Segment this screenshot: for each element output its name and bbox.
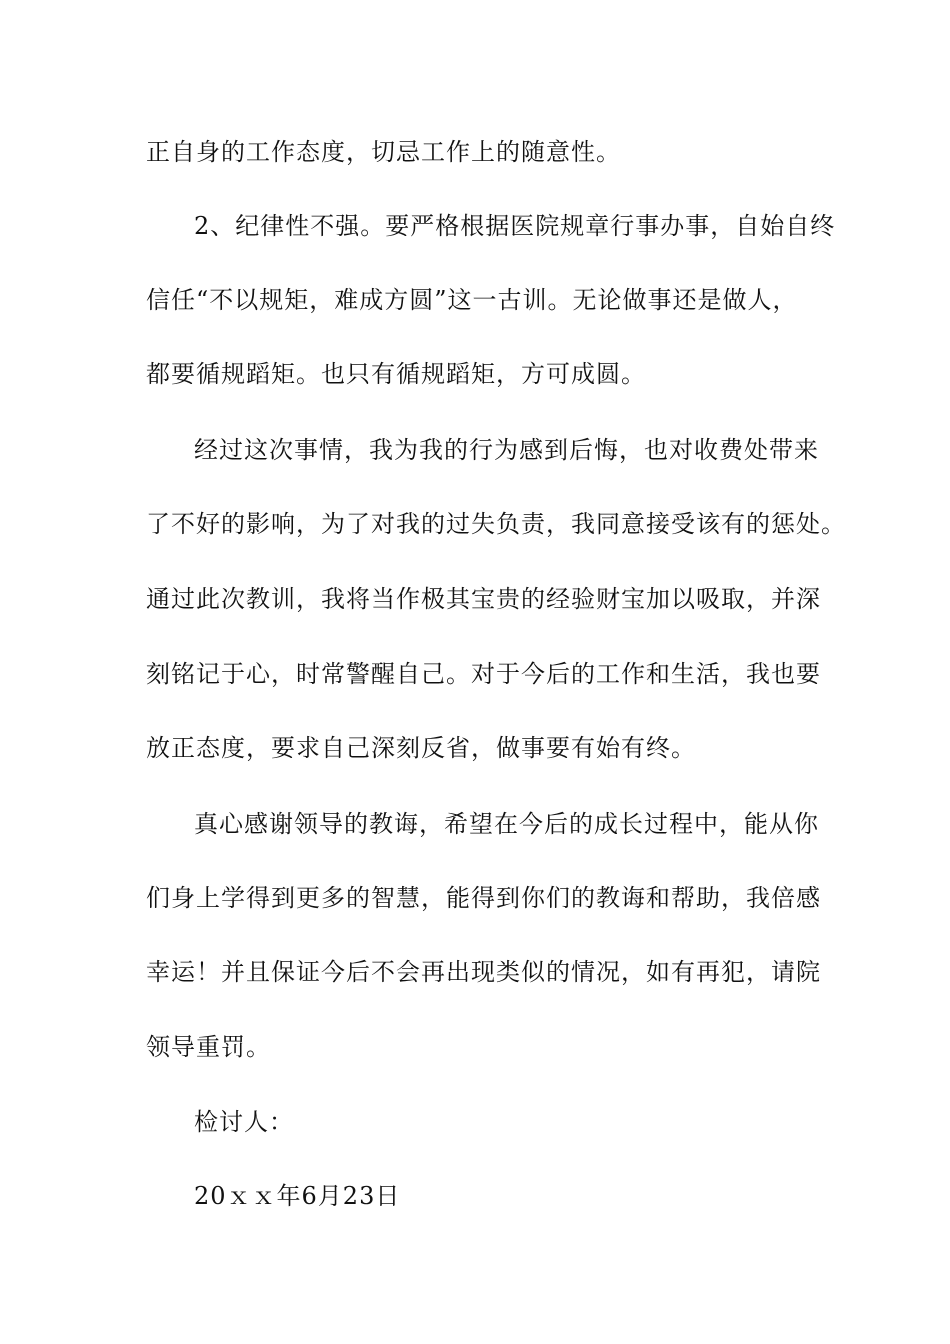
text-line-8: 刻铭记于心，时常警醒自己。对于今后的工作和生活，我也要 bbox=[146, 660, 821, 688]
text-line-13: 领导重罚。 bbox=[146, 1033, 271, 1061]
text-line-10: 真心感谢领导的教诲，希望在今后的成长过程中，能从你 bbox=[194, 810, 819, 838]
text-line-5: 经过这次事情，我为我的行为感到后悔，也对收费处带来 bbox=[194, 436, 819, 464]
text-line-11: 们身上学得到更多的智慧，能得到你们的教诲和帮助，我倍感 bbox=[146, 884, 821, 912]
signature-label: 检讨人： bbox=[194, 1108, 294, 1136]
document-date: 20ｘｘ年6月23日 bbox=[194, 1182, 401, 1210]
text-line-3: 信任“不以规矩，难成方圆”这一古训。无论做事还是做人， bbox=[146, 286, 798, 314]
text-line-12: 幸运！并且保证今后不会再出现类似的情况，如有再犯，请院 bbox=[146, 958, 821, 986]
text-line-6: 了不好的影响，为了对我的过失负责，我同意接受该有的惩处。 bbox=[146, 510, 846, 538]
text-line-1: 正自身的工作态度，切忌工作上的随意性。 bbox=[146, 138, 621, 166]
text-line-9: 放正态度，要求自己深刻反省，做事要有始有终。 bbox=[146, 734, 696, 762]
text-line-4: 都要循规蹈矩。也只有循规蹈矩，方可成圆。 bbox=[146, 360, 646, 388]
text-line-7: 通过此次教训，我将当作极其宝贵的经验财宝加以吸取，并深 bbox=[146, 585, 821, 613]
text-line-2: 2、纪律性不强。要严格根据医院规章行事办事，自始自终 bbox=[194, 212, 836, 240]
